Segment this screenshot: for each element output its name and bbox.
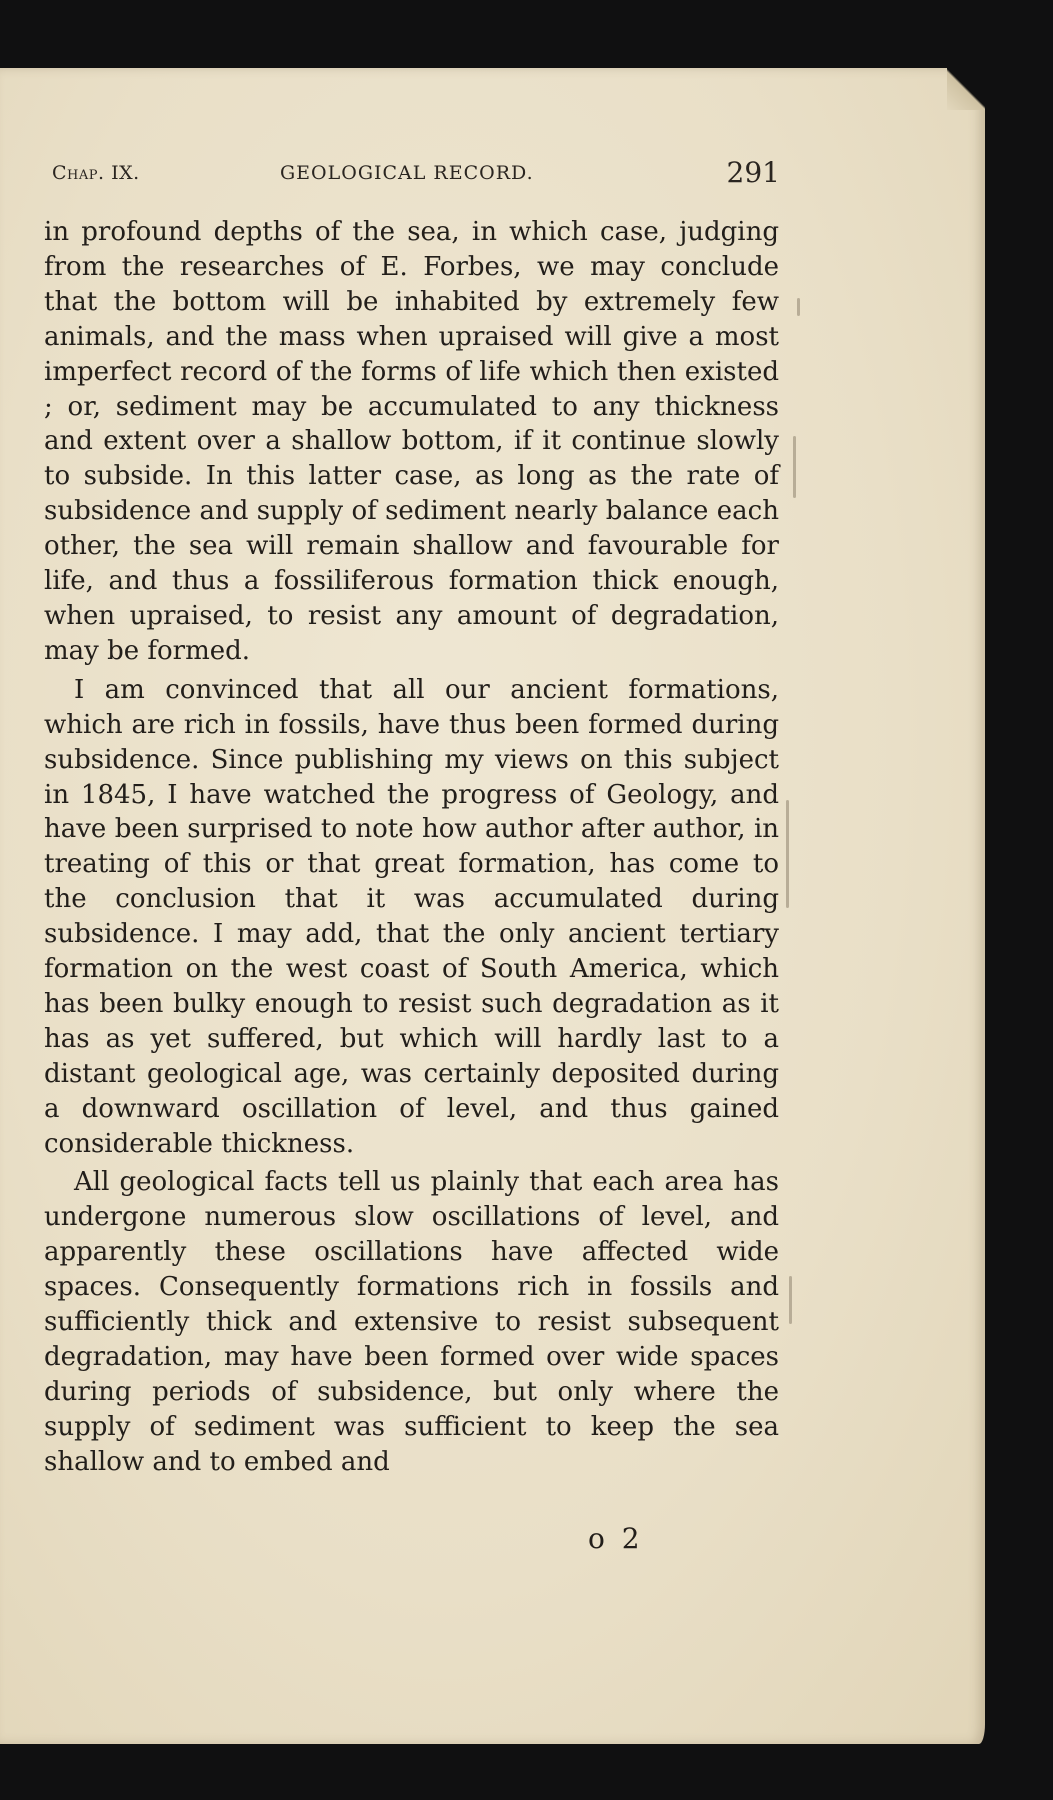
margin-pencil-mark — [793, 436, 796, 498]
chapter-label: Chap. IX. — [52, 162, 140, 184]
body-text — [44, 215, 779, 1480]
margin-pencil-mark — [786, 800, 789, 908]
margin-pencil-mark — [797, 298, 800, 316]
paragraph: in profound depths of the sea, in which case, judging from the researches of E. Forbes, we may conclude that the bottom will be inhabited by extremely few animals, and the mass when upraised will give a most imperfect record of the forms of life which then existed ; or, sediment may be accumulated to any thickness and extent over a shallow bottom, if it continue slowly to subside. In this latter case, as long as the rate of subsidence and supply of sediment nearly balance each other, the sea will remain shallow and favourable for life, and thus a fossiliferous formation thick enough, when upraised, to resist any amount of degradation, may be formed. — [44, 217, 779, 666]
paragraph: All geological facts tell us plainly that each area has undergone numerous slow oscillations of level, and apparently these oscillations have affected wide spaces. Consequently formations rich in fossils and sufficiently thick and extensive to resist subsequent degradation, may have been formed over wide spaces during periods of subsidence, but only where the supply of sediment was sufficient to keep the sea shallow and to embed and — [44, 1167, 779, 1477]
running-header — [52, 156, 780, 196]
margin-pencil-mark — [789, 1276, 792, 1324]
page-number: 291 — [726, 156, 780, 189]
paragraph: I am convinced that all our ancient formations, which are rich in fossils, have thus been formed during subsidence. Since publishing my views on this subject in 1845, I have watched the progress of Geology, and have been surprised to note how author after author, in treating of this or that great formation, has come to the conclusion that it was accumulated during subsidence. I may add, that the only ancient tertiary formation on the west coast of South America, which has been bulky enough to resist such degradation as it has as yet suffered, but which will hardly last to a distant geological age, was certainly deposited during a downward oscillation of level, and thus gained considerable thickness. — [44, 674, 779, 1159]
page-corner-fold — [947, 68, 985, 110]
signature-mark: o 2 — [588, 1522, 644, 1555]
running-title: GEOLOGICAL RECORD. — [280, 162, 534, 184]
